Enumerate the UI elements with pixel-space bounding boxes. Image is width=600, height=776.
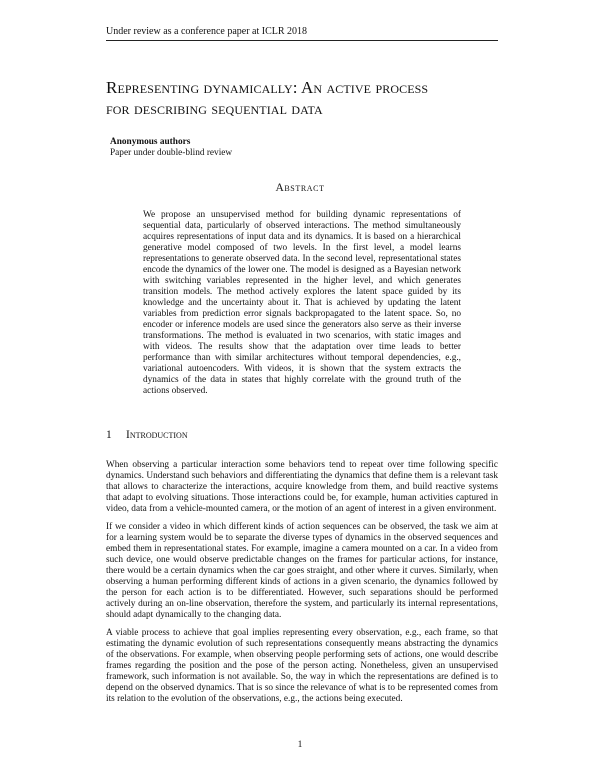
introduction-body bbox=[106, 460, 498, 712]
header-rule bbox=[106, 40, 498, 41]
page-number: 1 bbox=[297, 740, 303, 750]
intro-paragraph: If we consider a video in which different kinds of action sequences can be observed, the task we aim at for a learning system would be to separate the diverse types of dynamics in the observed sequences and embed them in representational states. For example, imagine a camera mounted on a car. In a video from such device, one would observe predictable changes on the frames for particular actions, for instance, there would be a certain dynamics when the car goes straight, and other where it curves. Similarly, when observing a human performing different kinds of actions in a given scenario, the dynamics followed by the person for each action is to be differentiated. However, such separations should be performed actively during an on-line observation, therefore the system, and particularly its internal representations, should adapt dynamically to the changing data. bbox=[106, 522, 498, 620]
abstract-text: We propose an unsupervised method for building dynamic representations of sequential data, particularly of observed interactions. The method simultaneously acquires representations of input data and its dynamics. It is based on a hierarchical generative model composed of two levels. In the first level, a model learns representations to generate observed data. In the second level, representational states encode the dynamics of the lower one. The model is designed as a Bayesian network with switching variables represented in the higher level, and which generates transition models. The method actively explores the latent space guided by its knowledge and the uncertainty about it. That is achieved by updating the latent variables from prediction error signals backpropagated to the latent space. So, no encoder or inference models are used since the generators also serve as their inverse transformations. The method is evaluated in two scenarios, with static images and with videos. The results show that the adaptation over time leads to better performance than with similar architectures without temporal dependencies, e.g., variational autoencoders. With videos, it is shown that the system extracts the dynamics of the data in states that highly correlate with the ground truth of the actions observed. bbox=[143, 210, 461, 396]
section-title: Introduction bbox=[126, 429, 188, 441]
abstract-heading: Abstract bbox=[275, 182, 325, 194]
author-affiliation: Paper under double-blind review bbox=[110, 148, 233, 158]
title-line-1: Representing dynamically: An active process bbox=[106, 78, 429, 97]
section-number: 1 bbox=[106, 429, 112, 441]
section-heading-introduction bbox=[106, 429, 188, 441]
title-line-2: for describing sequential data bbox=[106, 99, 323, 118]
running-header: Under review as a conference paper at ICLR 2018 bbox=[106, 26, 308, 37]
intro-paragraph: A viable process to achieve that goal implies representing every observation, e.g., each frame, so that estimating the dynamic evolution of such representations consequently means abstracting the dynamics of the observations. For example, when observing people performing sets of actions, one would describe frames regarding the position and the pose of the person acting. Nonetheless, given an unsupervised framework, such information is not available. So, the way in which the representations are defined is to depend on the observed dynamics. That is so since the relevance of what is to be represented comes from its relation to the evolution of the observations, e.g., the actions being executed. bbox=[106, 628, 498, 704]
intro-paragraph: When observing a particular interaction some behaviors tend to repeat over time following specific dynamics. Understand such behaviors and differentiating the dynamics that define them is a relevant task that allows to characterize the interactions, acquire knowledge from them, and build reactive systems that adapt to evolving situations. Those interactions could be, for example, human activities captured in video, data from a vehicle-mounted camera, or the motion of an agent of interest in a given environment. bbox=[106, 460, 498, 514]
author-names: Anonymous authors bbox=[110, 137, 191, 147]
author-block bbox=[110, 137, 410, 159]
paper-title bbox=[106, 77, 506, 119]
